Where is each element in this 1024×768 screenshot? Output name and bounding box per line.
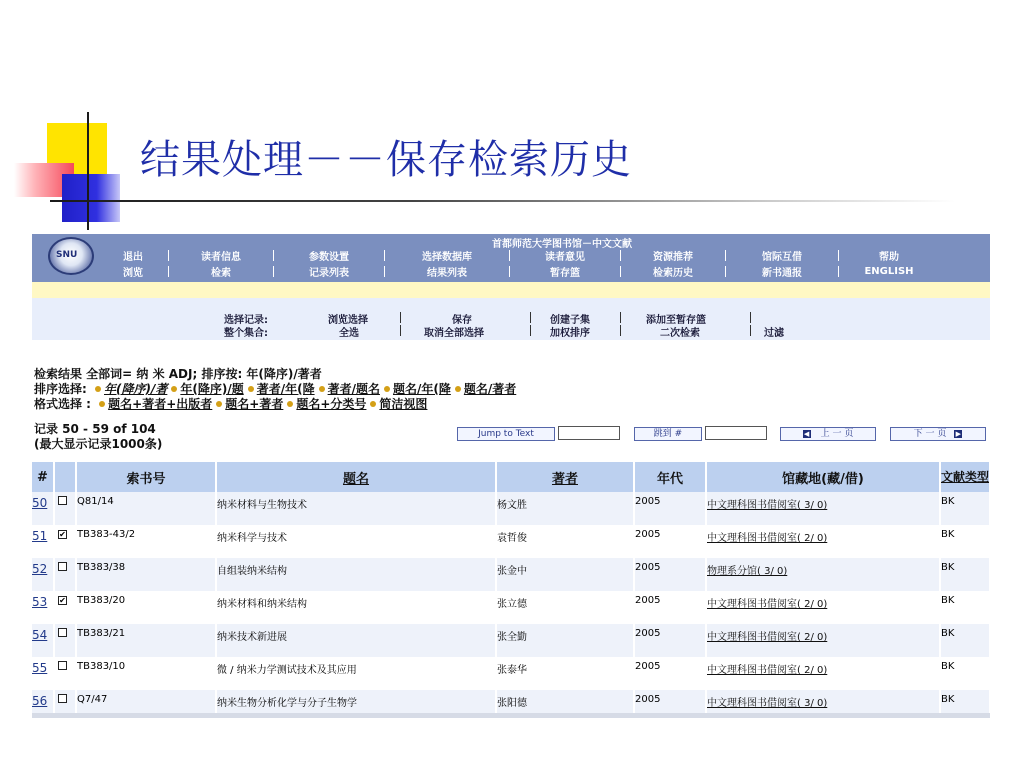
menu-row-1	[98, 248, 990, 263]
create-subset-link[interactable]: 创建子集	[550, 315, 590, 326]
jump-to-number-input[interactable]	[705, 426, 767, 440]
record-number-link[interactable]: 52	[32, 558, 54, 591]
year: 2005	[634, 492, 706, 525]
format-label: 格式选择 :	[34, 397, 91, 411]
year: 2005	[634, 591, 706, 624]
sort-option-link[interactable]: 年(降序)/题	[180, 382, 244, 396]
next-page-label: 下 一 页	[913, 429, 947, 439]
book-title: 纳米材料和纳米结构	[216, 591, 496, 624]
table-row	[32, 591, 990, 624]
sort-option-link[interactable]: 题名/著者	[463, 382, 517, 396]
menu-row1-item[interactable]: 选择数据库	[422, 252, 472, 263]
row-checkbox-cell[interactable]	[54, 558, 76, 591]
bullet-icon	[171, 386, 177, 392]
row-checkbox[interactable]	[58, 496, 67, 505]
menu-row1-item[interactable]: 馆际互借	[762, 252, 802, 263]
row-checkbox-cell[interactable]	[54, 591, 76, 624]
year: 2005	[634, 525, 706, 558]
menu-row-2	[98, 264, 990, 279]
menu-row1-item[interactable]: 参数设置	[309, 252, 349, 263]
second-search-link[interactable]: 二次检索	[660, 328, 700, 339]
decor-vertical-line	[87, 112, 89, 230]
menu-row2-item[interactable]: 检索	[211, 268, 231, 279]
format-option-link[interactable]: 题名+分类号	[296, 397, 367, 411]
separator	[620, 325, 621, 336]
location-link[interactable]: 中文理科图书借阅室( 2/ 0)	[706, 624, 940, 657]
weighted-sort-link[interactable]: 加权排序	[550, 328, 590, 339]
row-checkbox-cell[interactable]	[54, 624, 76, 657]
col-header-title[interactable]: 题名	[216, 462, 496, 492]
location-link[interactable]: 中文理科图书借阅室( 3/ 0)	[706, 492, 940, 525]
decor-horizontal-line	[50, 200, 955, 202]
record-number-link[interactable]: 51	[32, 525, 54, 558]
record-number-link[interactable]: 50	[32, 492, 54, 525]
row-checkbox[interactable]: ✔	[59, 596, 66, 605]
doc-type: BK	[940, 525, 990, 558]
row-checkbox[interactable]	[58, 562, 67, 571]
doc-type: BK	[940, 624, 990, 657]
bullet-icon	[287, 401, 293, 407]
call-number: TB383/21	[76, 624, 216, 657]
cancel-all-link[interactable]: 取消全部选择	[424, 328, 484, 339]
filter-link[interactable]: 过滤	[764, 328, 784, 339]
menu-row2-item[interactable]: 结果列表	[427, 268, 467, 279]
menu-row1-item[interactable]: 资源推荐	[653, 252, 693, 263]
max-display-note: (最大显示记录1000条)	[34, 437, 163, 451]
location-link[interactable]: 中文理科图书借阅室( 2/ 0)	[706, 657, 940, 690]
sort-option-link[interactable]: 题名/年(降	[392, 382, 451, 396]
bullet-icon	[248, 386, 254, 392]
separator	[620, 312, 621, 323]
doc-type: BK	[940, 492, 990, 525]
call-number: Q81/14	[76, 492, 216, 525]
slide-title: 结果处理－－保存检索历史	[140, 137, 632, 183]
separator	[400, 325, 401, 336]
record-number-link[interactable]: 55	[32, 657, 54, 690]
col-header-doc-type[interactable]: 文献类型	[940, 462, 990, 492]
library-title: 首都师范大学图书馆－中文文献	[492, 239, 632, 250]
bullet-icon	[370, 401, 376, 407]
select-all-link[interactable]: 全选	[339, 328, 359, 339]
author: 张金中	[496, 558, 634, 591]
book-title: 自组装纳米结构	[216, 558, 496, 591]
bullet-icon	[319, 386, 325, 392]
menu-row1-item[interactable]: 读者信息	[201, 252, 241, 263]
bullet-icon	[455, 386, 461, 392]
col-header-check	[54, 462, 76, 492]
menu-row2-item[interactable]: 暂存篮	[550, 268, 580, 279]
prev-page-button[interactable]	[780, 427, 876, 441]
row-checkbox-cell[interactable]	[54, 492, 76, 525]
year: 2005	[634, 657, 706, 690]
col-header-author[interactable]: 著者	[496, 462, 634, 492]
table-header-row	[32, 462, 990, 492]
sort-option-link[interactable]: 著者/题名	[327, 382, 380, 396]
save-link[interactable]: 保存	[452, 315, 472, 326]
record-number-link[interactable]: 56	[32, 690, 54, 718]
separator	[750, 312, 751, 323]
browse-select-link[interactable]: 浏览选择	[328, 315, 368, 326]
next-page-button[interactable]	[890, 427, 986, 441]
format-options	[34, 395, 427, 412]
row-checkbox[interactable]: ✔	[59, 530, 66, 539]
menu-row2-item[interactable]: 记录列表	[309, 268, 349, 279]
separator	[750, 325, 751, 336]
table-row	[32, 492, 990, 525]
call-number: TB383/20	[76, 591, 216, 624]
whole-set-label: 整个集合:	[224, 328, 268, 339]
prev-arrow-icon: ◀	[803, 430, 810, 438]
row-checkbox[interactable]	[58, 628, 67, 637]
add-to-basket-link[interactable]: 添加至暂存篮	[646, 315, 706, 326]
row-checkbox[interactable]	[58, 661, 67, 670]
author: 袁哲俊	[496, 525, 634, 558]
col-header-location: 馆藏地(藏/借)	[706, 462, 940, 492]
menu-row2-item[interactable]: 检索历史	[653, 268, 693, 279]
book-title: 微 / 纳米力学测试技术及其应用	[216, 657, 496, 690]
format-option-link[interactable]: 题名+著者	[225, 397, 284, 411]
sort-option-link[interactable]: 著者/年(降	[256, 382, 315, 396]
author: 张全勤	[496, 624, 634, 657]
separator	[530, 325, 531, 336]
year: 2005	[634, 558, 706, 591]
call-number: TB383/10	[76, 657, 216, 690]
location-link[interactable]: 中文理科图书借阅室( 2/ 0)	[706, 591, 940, 624]
author: 杨文胜	[496, 492, 634, 525]
top-navigation-bar	[32, 234, 990, 282]
col-header-year[interactable]: 年代	[634, 462, 706, 492]
format-option-link[interactable]: 题名+著者+出版者	[108, 397, 213, 411]
bullet-icon	[99, 401, 105, 407]
jump-to-number-button[interactable]: 跳到 #	[634, 427, 702, 441]
location-link[interactable]: 物理系分馆( 3/ 0)	[706, 558, 940, 591]
bottom-scroll-edge	[32, 713, 990, 718]
row-checkbox-cell[interactable]	[54, 657, 76, 690]
menu-row1-item[interactable]: 退出	[123, 252, 143, 263]
book-title: 纳米生物分析化学与分子生物学	[216, 690, 496, 718]
book-title: 纳米技术新进展	[216, 624, 496, 657]
decor-blue-square	[62, 174, 120, 222]
bullet-icon	[384, 386, 390, 392]
separator	[400, 312, 401, 323]
location-link[interactable]: 中文理科图书借阅室( 2/ 0)	[706, 525, 940, 558]
call-number: TB383-43/2	[76, 525, 216, 558]
menu-row2-item[interactable]: 浏览	[123, 268, 143, 279]
row-checkbox-cell[interactable]	[54, 525, 76, 558]
notice-strip	[32, 282, 990, 298]
format-option-link[interactable]: 简洁视图	[379, 397, 428, 411]
table-row	[32, 558, 990, 591]
logo-text: SNU	[56, 250, 78, 260]
sort-label: 排序选择:	[34, 382, 87, 396]
select-records-label: 选择记录:	[224, 315, 268, 326]
jump-to-text-input[interactable]	[558, 426, 620, 440]
separator	[530, 312, 531, 323]
col-header-call-number[interactable]: 索书号	[76, 462, 216, 492]
doc-type: BK	[940, 558, 990, 591]
prev-page-label: 上 一 页	[820, 429, 854, 439]
jump-to-text-button[interactable]: Jump to Text	[457, 427, 555, 441]
menu-row1-item[interactable]: 帮助	[879, 252, 899, 263]
opac-screenshot	[32, 234, 990, 718]
results-table	[32, 462, 990, 718]
col-header-number: #	[32, 462, 54, 492]
row-checkbox[interactable]	[58, 694, 67, 703]
location-link[interactable]: 中文理科图书借阅室( 3/ 0)	[706, 690, 940, 718]
author: 张立德	[496, 591, 634, 624]
sort-option-link[interactable]: 年(降序)/著	[104, 382, 168, 396]
bullet-icon	[95, 386, 101, 392]
record-number-link[interactable]: 54	[32, 624, 54, 657]
record-number-link[interactable]: 53	[32, 591, 54, 624]
menu-row1-item[interactable]: 读者意见	[545, 252, 585, 263]
table-row	[32, 624, 990, 657]
year: 2005	[634, 624, 706, 657]
menu-row2-item[interactable]: ENGLISH	[864, 266, 914, 277]
author: 张阳德	[496, 690, 634, 718]
table-row	[32, 657, 990, 690]
book-title: 纳米材料与生物技术	[216, 492, 496, 525]
record-range: 记录 50 - 59 of 104	[34, 422, 156, 436]
table-row	[32, 525, 990, 558]
call-number: Q7/47	[76, 690, 216, 718]
menu-row2-item[interactable]: 新书通报	[762, 268, 802, 279]
record-operations-panel	[32, 298, 990, 340]
next-arrow-icon: ▶	[955, 430, 962, 438]
doc-type: BK	[940, 657, 990, 690]
bullet-icon	[216, 401, 222, 407]
doc-type: BK	[940, 591, 990, 624]
author: 张泰华	[496, 657, 634, 690]
library-logo	[48, 237, 94, 275]
doc-type: BK	[940, 690, 990, 718]
book-title: 纳米科学与技术	[216, 525, 496, 558]
search-result-summary: 检索结果 全部词= 纳 米 ADJ; 排序按: 年(降序)/著者	[34, 367, 322, 381]
call-number: TB383/38	[76, 558, 216, 591]
year: 2005	[634, 690, 706, 718]
